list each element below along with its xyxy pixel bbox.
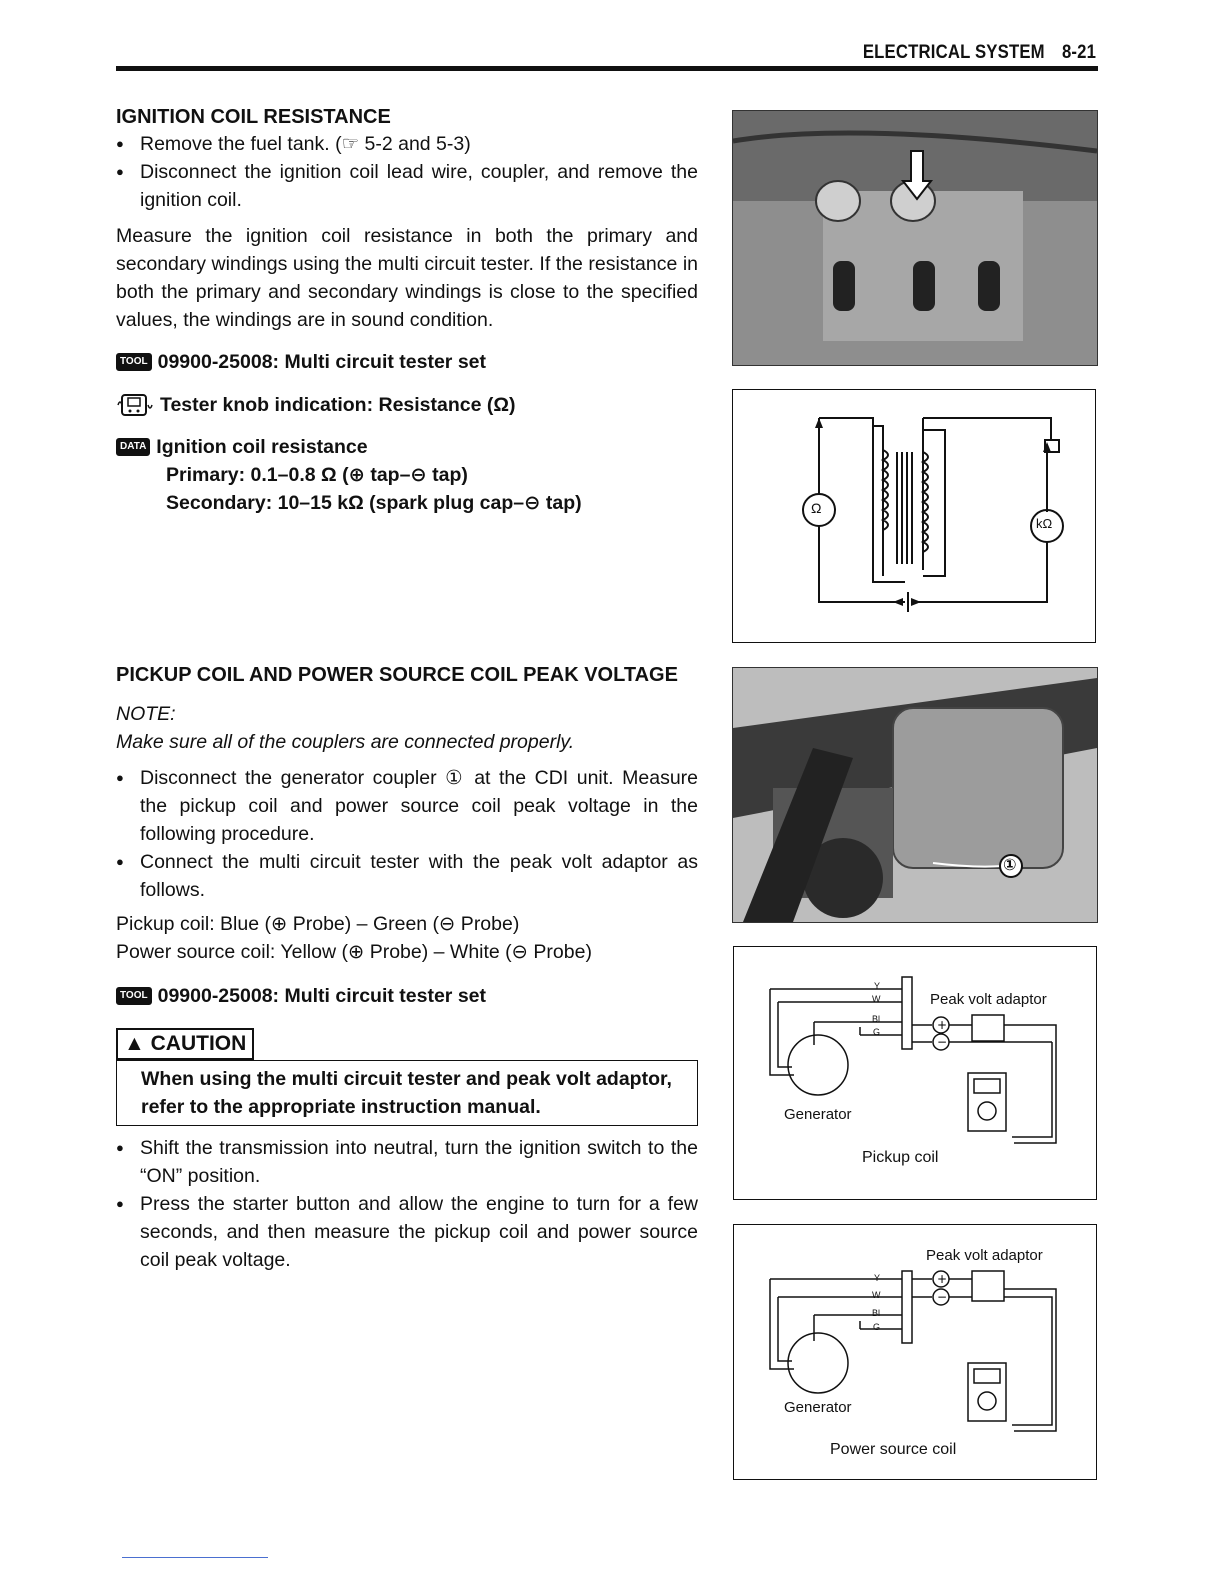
tool-icon: TOOL [116, 353, 152, 371]
primary-value: Primary: 0.1–0.8 Ω (⊕ tap–⊖ tap) [166, 464, 468, 486]
section-title: ELECTRICAL SYSTEM [862, 42, 1045, 63]
note-label: NOTE: [116, 703, 176, 725]
ohm-meter-label: Ω [811, 500, 822, 516]
footer-line [122, 1557, 268, 1558]
wire-label: Bl [872, 1014, 881, 1024]
tool-icon: TOOL [116, 987, 152, 1005]
tool-spec [116, 348, 698, 376]
tool-spec [116, 982, 698, 1010]
callout-1: ① [1003, 857, 1017, 874]
wire-label: W [872, 1290, 881, 1300]
ignition-coil-photo [732, 110, 1098, 366]
knob-spec [116, 391, 698, 419]
list-item: ● Remove the fuel tank. (☞ 5-2 and 5-3) [116, 130, 698, 158]
page-header [863, 42, 1096, 64]
diagram-caption: Pickup coil [862, 1149, 939, 1166]
caution [116, 1028, 698, 1126]
list-item: ● Connect the multi circuit tester with the peak volt adaptor as follows. [116, 848, 698, 904]
pickup-title: PICKUP COIL AND POWER SOURCE COIL PEAK VOLTAGE [116, 664, 678, 686]
adaptor-label: Peak volt adaptor [930, 991, 1047, 1008]
pickup-section [116, 662, 698, 1274]
power-probe-line: Power source coil: Yellow (⊕ Probe) – White (⊖ Probe) [116, 941, 592, 963]
pickup-probe-line: Pickup coil: Blue (⊕ Probe) – Green (⊖ Probe) [116, 913, 520, 935]
secondary-value: Secondary: 10–15 kΩ (spark plug cap–⊖ tap) [166, 492, 582, 514]
diagram-caption: Power source coil [830, 1441, 957, 1458]
wire-label: Bl [872, 1308, 881, 1318]
ignition-coil-diagram [732, 389, 1096, 643]
svg-text:+: + [937, 1272, 948, 1286]
warning-icon: ▲ [124, 1032, 145, 1055]
wire-label: W [872, 994, 881, 1004]
wire-label: Y [874, 1273, 881, 1283]
adaptor-label: Peak volt adaptor [926, 1247, 1043, 1264]
caution-label: ▲ CAUTION [116, 1028, 254, 1060]
svg-text:−: − [937, 1290, 948, 1304]
pickup-coil-diagram [733, 946, 1097, 1200]
data-spec [116, 433, 698, 461]
wire-label: Y [874, 981, 881, 991]
ignition-paragraph: Measure the ignition coil resistance in both the primary and secondary windings using the multi circuit tester. If the resistance in both the primary and secondary windings is close to the specified values, the windings are in sound condition. [116, 225, 698, 331]
cdi-unit-photo [732, 667, 1098, 923]
wire-label: G [873, 1322, 881, 1332]
page-number: 8-21 [1061, 42, 1096, 63]
tester-knob-icon [116, 393, 154, 417]
tool-text: 09900-25008: Multi circuit tester set [157, 985, 486, 1007]
knob-text: Tester knob indication: Resistance (Ω) [160, 394, 516, 416]
data-title: Ignition coil resistance [156, 436, 368, 458]
list-item: ● Disconnect the generator coupler ① at the CDI unit. Measure the pickup coil and power source coil peak voltage in the following procedure. [116, 764, 698, 848]
kohm-meter-label: kΩ [1036, 516, 1053, 531]
header-rule [116, 66, 1098, 71]
caution-text: When using the multi circuit tester and peak volt adaptor, refer to the appropriate instruction manual. [116, 1060, 698, 1126]
tool-text: 09900-25008: Multi circuit tester set [157, 351, 486, 373]
ignition-section [116, 104, 698, 517]
power-source-coil-diagram [733, 1224, 1097, 1480]
note-text: Make sure all of the couplers are connected properly. [116, 731, 575, 753]
spec-values [116, 461, 698, 517]
data-icon: DATA [116, 438, 150, 456]
ignition-title: IGNITION COIL RESISTANCE [116, 106, 391, 128]
list-item: ● Press the starter button and allow the engine to turn for a few seconds, and then measure the pickup coil and power source coil peak voltage. [116, 1190, 698, 1274]
svg-text:+: + [937, 1018, 948, 1032]
list-item: ● Disconnect the ignition coil lead wire, coupler, and remove the ignition coil. [116, 158, 698, 214]
generator-label: Generator [784, 1399, 852, 1416]
wire-label: G [873, 1027, 881, 1037]
svg-text:−: − [937, 1035, 948, 1049]
list-item: ● Shift the transmission into neutral, turn the ignition switch to the “ON” position. [116, 1134, 698, 1190]
generator-label: Generator [784, 1106, 852, 1123]
